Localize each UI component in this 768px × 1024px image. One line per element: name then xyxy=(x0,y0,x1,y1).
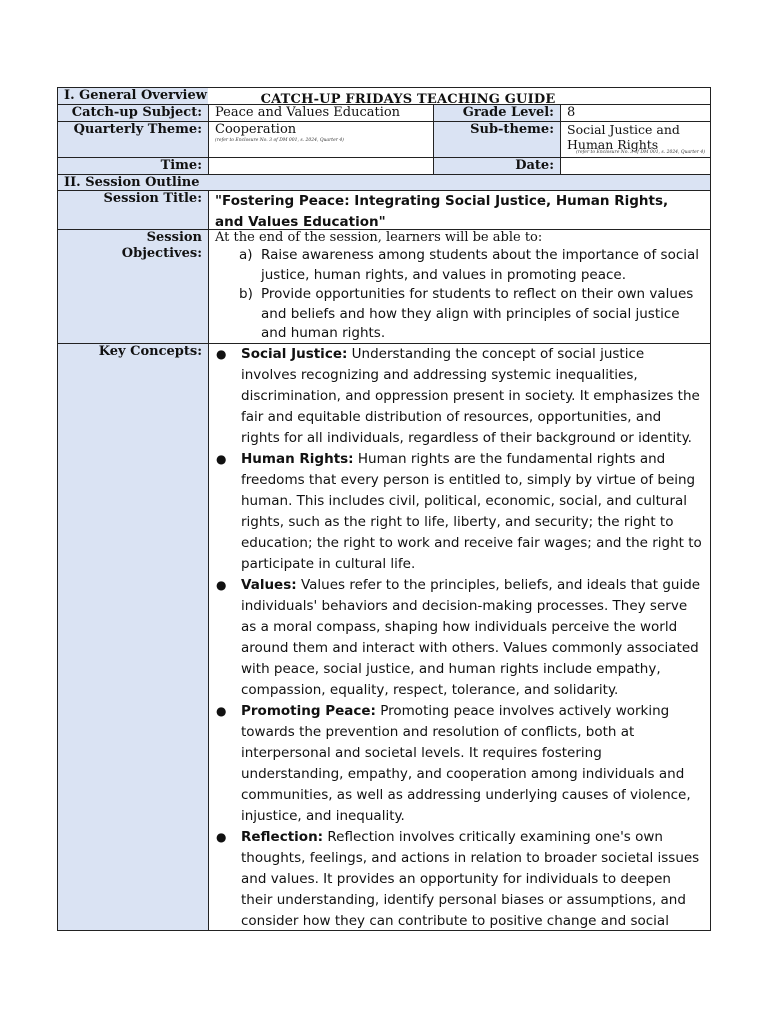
objective-marker: a) xyxy=(239,247,253,263)
teaching-guide-table xyxy=(57,87,711,931)
key-concept-item xyxy=(213,449,710,575)
key-concept-term: Values: xyxy=(241,577,297,593)
key-concept-text: Reflection involves critically examining one's own thoughts, feelings, and actions in relation to broader societal issues and values. It provides an opportunity for individuals to deepen their understanding, identify personal biases or assumptions, and consider how they can contribute to positive change and social xyxy=(241,829,700,929)
objectives-intro: At the end of the session, learners will be able to: xyxy=(215,230,543,245)
key-concept-term: Human Rights: xyxy=(241,451,354,467)
quarterly-theme-cell xyxy=(209,122,433,157)
key-concept-text: Human rights are the fundamental rights and freedoms that every person is entitled to, simply by virtue of being human. This includes civil, political, economic, social, and cultural rights, such as the right to life, liberty, and security; the right to education; the right to work and receive fair wages; and the right to participate in cultural life. xyxy=(241,451,702,572)
objective-marker: b) xyxy=(239,286,253,302)
catchup-subject-value: Peace and Values Education xyxy=(215,105,401,120)
general-overview-row xyxy=(58,88,710,105)
key-concepts-label: Key Concepts: xyxy=(58,344,208,930)
key-concept-item xyxy=(213,344,710,449)
session-title-value: "Fostering Peace: Integrating Social Justice, Human Rights, and Values Education" xyxy=(215,193,669,230)
key-concept-text: Values refer to the principles, beliefs, and ideals that guide individuals' behaviors and decision-making processes. They serve as a moral compass, shaping how individuals perceive the world around them and interact with others. Values commonly associated with peace, social justice, and human rights include empathy, compassion, equality, respect, tolerance, and solidarity. xyxy=(241,577,701,698)
bullet-icon: ● xyxy=(216,578,227,592)
bullet-icon: ● xyxy=(216,830,227,844)
objective-text: Raise awareness among students about the importance of social justice, human rights, and values in promoting peace. xyxy=(261,247,700,283)
key-concept-term: Social Justice: xyxy=(241,346,348,362)
catchup-subject-label: Catch-up Subject: xyxy=(58,105,208,121)
date-label: Date: xyxy=(434,158,560,174)
key-concept-item xyxy=(213,827,710,930)
bullet-icon: ● xyxy=(216,452,227,466)
subtheme-cell xyxy=(561,122,709,157)
subtheme-note: (refer to Enclosure No. 3 of DM 001, s. 2024, Quarter 4) xyxy=(576,150,705,155)
session-outline-row xyxy=(58,175,710,191)
bullet-icon: ● xyxy=(216,704,227,718)
document-title: CATCH-UP FRIDAYS TEACHING GUIDE xyxy=(260,92,556,106)
session-title-row xyxy=(58,191,710,230)
time-label: Time: xyxy=(58,158,208,174)
objective-item xyxy=(215,285,702,344)
quarterly-theme-value: Cooperation xyxy=(215,122,297,137)
objective-item xyxy=(215,246,702,285)
time-date-row xyxy=(58,158,710,175)
key-concepts-row xyxy=(58,344,710,930)
key-concept-term: Reflection: xyxy=(241,829,324,845)
key-concept-text: Understanding the concept of social justice involves recognizing and addressing systemic inequalities, discrimination, and oppression present in society. It emphasizes the fair and equitable distribution of resources, opportunities, and rights for all individuals, regardless of their background or identity. xyxy=(241,346,700,446)
key-concepts-content xyxy=(209,344,710,930)
session-objectives-content xyxy=(209,230,710,343)
session-objectives-label: Session Objectives: xyxy=(58,230,208,343)
time-value xyxy=(209,158,433,174)
session-outline-header: II. Session Outline xyxy=(58,175,218,190)
grade-level-label: Grade Level: xyxy=(434,105,560,121)
objectives-list xyxy=(215,246,702,344)
theme-row xyxy=(58,122,710,158)
key-concept-term: Promoting Peace: xyxy=(241,703,376,719)
quarterly-theme-label: Quarterly Theme: xyxy=(58,122,208,157)
grade-level-value: 8 xyxy=(567,105,576,120)
key-concepts-list xyxy=(213,344,710,930)
date-value xyxy=(561,158,709,174)
objective-text: Provide opportunities for students to reflect on their own values and beliefs and how they align with principles of social justice and human rights. xyxy=(261,286,694,341)
subtheme-label: Sub-theme: xyxy=(434,122,560,157)
key-concept-text: Promoting peace involves actively working towards the prevention and resolution of conflicts, both at interpersonal and societal levels. It requires fostering understanding, empathy, and cooperation among individuals and communities, as well as addressing underlying causes of violence, injustice, and inequality. xyxy=(241,703,691,824)
subtheme-value: Social Justice and Human Rights xyxy=(567,122,680,152)
session-title-label: Session Title: xyxy=(58,191,208,229)
general-overview-header: I. General Overview xyxy=(58,88,208,104)
key-concept-item xyxy=(213,701,710,827)
quarterly-theme-note: (refer to Enclosure No. 3 of DM 001, s. 2024, Quarter 4) xyxy=(215,138,344,143)
key-concept-item xyxy=(213,575,710,701)
subject-row xyxy=(58,105,710,122)
bullet-icon: ● xyxy=(216,347,227,361)
session-objectives-row xyxy=(58,230,710,344)
